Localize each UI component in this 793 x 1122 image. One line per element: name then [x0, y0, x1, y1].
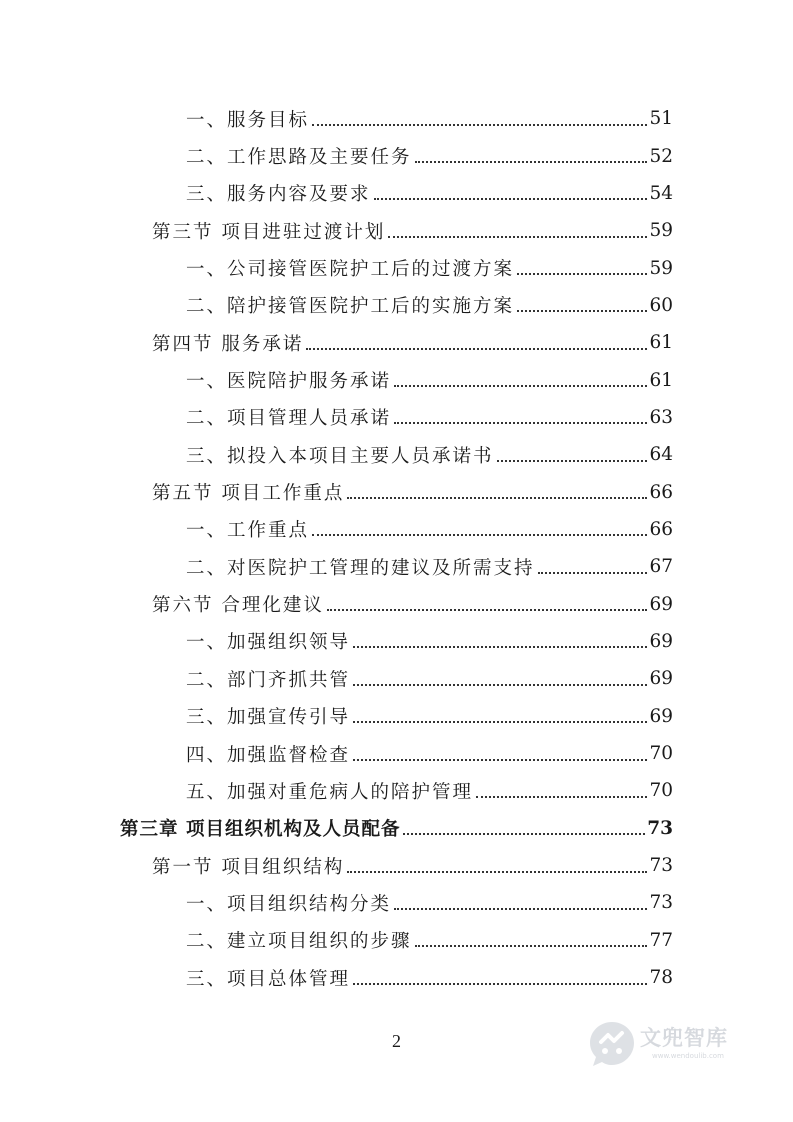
toc-entry-page: 59 [649, 257, 673, 279]
toc-entry-page: 70 [649, 743, 673, 765]
dot-leader [394, 385, 647, 387]
toc-entry-title: 三、加强宣传引导 [186, 707, 351, 729]
toc-entry-page: 61 [649, 332, 673, 354]
dot-leader [353, 646, 647, 648]
toc-entry[interactable] [0, 698, 793, 735]
toc-entry-page: 69 [649, 593, 673, 615]
toc-entry-page: 69 [649, 668, 673, 690]
toc-entry-page: 66 [649, 518, 673, 540]
dot-leader [476, 796, 647, 798]
toc-entry-title: 四、加强监督检查 [186, 744, 351, 766]
toc-section-entry[interactable] [0, 212, 793, 249]
toc-entry-page: 78 [649, 967, 673, 989]
watermark [586, 1016, 776, 1072]
toc-entry[interactable] [0, 436, 793, 473]
toc-entry[interactable] [0, 735, 793, 772]
toc-entry-page: 64 [649, 444, 673, 466]
toc-entry-page: 73 [649, 892, 673, 914]
dot-leader [538, 572, 648, 574]
toc-entry[interactable] [0, 884, 793, 921]
toc-entry[interactable] [0, 137, 793, 174]
table-of-contents [0, 100, 793, 996]
toc-entry[interactable] [0, 623, 793, 660]
toc-entry-page: 52 [649, 145, 673, 167]
dot-leader [312, 124, 647, 126]
dot-leader [306, 348, 647, 350]
toc-entry-title: 第四节 服务承诺 [152, 333, 304, 355]
toc-entry-title: 二、部门齐抓共管 [186, 669, 351, 691]
toc-entry[interactable] [0, 660, 793, 697]
dot-leader [497, 460, 648, 462]
toc-entry[interactable] [0, 100, 793, 137]
toc-entry-title: 三、拟投入本项目主要人员承诺书 [186, 445, 494, 467]
toc-entry-page: 70 [649, 780, 673, 802]
toc-entry-page: 69 [649, 630, 673, 652]
dot-leader [312, 534, 647, 536]
dot-leader [517, 273, 647, 275]
watermark-url: www.wendoulib.com [652, 1052, 724, 1060]
watermark-logo-icon [586, 1018, 638, 1070]
toc-entry[interactable] [0, 772, 793, 809]
toc-entry-title: 二、工作思路及主要任务 [186, 147, 412, 169]
dot-leader [347, 497, 647, 499]
toc-entry-page: 67 [649, 556, 673, 578]
toc-chapter-entry[interactable] [0, 810, 793, 847]
toc-entry-page: 61 [649, 369, 673, 391]
toc-entry-page: 69 [649, 705, 673, 727]
toc-section-entry[interactable] [0, 847, 793, 884]
toc-entry-title: 二、陪护接管医院护工后的实施方案 [186, 296, 515, 318]
toc-entry-page: 60 [649, 294, 673, 316]
dot-leader [403, 833, 645, 835]
toc-entry-page: 51 [649, 108, 673, 130]
toc-entry[interactable] [0, 249, 793, 286]
toc-entry-title: 一、加强组织领导 [186, 632, 351, 654]
toc-entry[interactable] [0, 959, 793, 996]
dot-leader [353, 983, 647, 985]
toc-entry-title: 三、项目总体管理 [186, 968, 351, 990]
toc-section-entry[interactable] [0, 473, 793, 510]
toc-entry-page: 73 [647, 817, 673, 839]
toc-entry-title: 第六节 合理化建议 [152, 595, 324, 617]
toc-entry[interactable] [0, 548, 793, 585]
watermark-brand: 文兜智库 [640, 1026, 728, 1050]
dot-leader [327, 609, 648, 611]
toc-entry-title: 第三节 项目进驻过渡计划 [152, 221, 386, 243]
toc-entry[interactable] [0, 361, 793, 398]
toc-entry-page: 63 [649, 406, 673, 428]
toc-entry-title: 三、服务内容及要求 [186, 184, 371, 206]
toc-entry[interactable] [0, 287, 793, 324]
toc-section-entry[interactable] [0, 324, 793, 361]
toc-entry-title: 第五节 项目工作重点 [152, 483, 345, 505]
dot-leader [347, 871, 647, 873]
toc-entry[interactable] [0, 511, 793, 548]
toc-entry-title: 二、对医院护工管理的建议及所需支持 [186, 557, 535, 579]
dot-leader [517, 310, 647, 312]
toc-entry[interactable] [0, 922, 793, 959]
dot-leader [353, 684, 647, 686]
toc-entry-page: 66 [649, 481, 673, 503]
toc-section-entry[interactable] [0, 585, 793, 622]
toc-entry-title: 一、服务目标 [186, 109, 310, 131]
page-number: 2 [392, 1031, 401, 1051]
dot-leader [415, 161, 648, 163]
toc-entry-title: 一、医院陪护服务承诺 [186, 371, 392, 393]
dot-leader [388, 236, 647, 238]
dot-leader [353, 759, 647, 761]
toc-entry-page: 54 [649, 182, 673, 204]
toc-entry-page: 73 [649, 855, 673, 877]
toc-entry-title: 一、公司接管医院护工后的过渡方案 [186, 259, 515, 281]
toc-entry-title: 一、项目组织结构分类 [186, 893, 392, 915]
toc-entry-title: 第一节 项目组织结构 [152, 856, 345, 878]
dot-leader [394, 908, 647, 910]
dot-leader [394, 422, 647, 424]
toc-entry-title: 五、加强对重危病人的陪护管理 [186, 781, 474, 803]
toc-entry-page: 59 [649, 220, 673, 242]
dot-leader [353, 721, 647, 723]
dot-leader [374, 198, 648, 200]
toc-entry-page: 77 [649, 929, 673, 951]
toc-entry[interactable] [0, 399, 793, 436]
dot-leader [415, 945, 648, 947]
toc-entry-title: 二、项目管理人员承诺 [186, 408, 392, 430]
toc-entry[interactable] [0, 175, 793, 212]
toc-entry-title: 二、建立项目组织的步骤 [186, 931, 412, 953]
toc-entry-title: 一、工作重点 [186, 520, 310, 542]
toc-entry-title: 第三章 项目组织机构及人员配备 [120, 819, 401, 841]
